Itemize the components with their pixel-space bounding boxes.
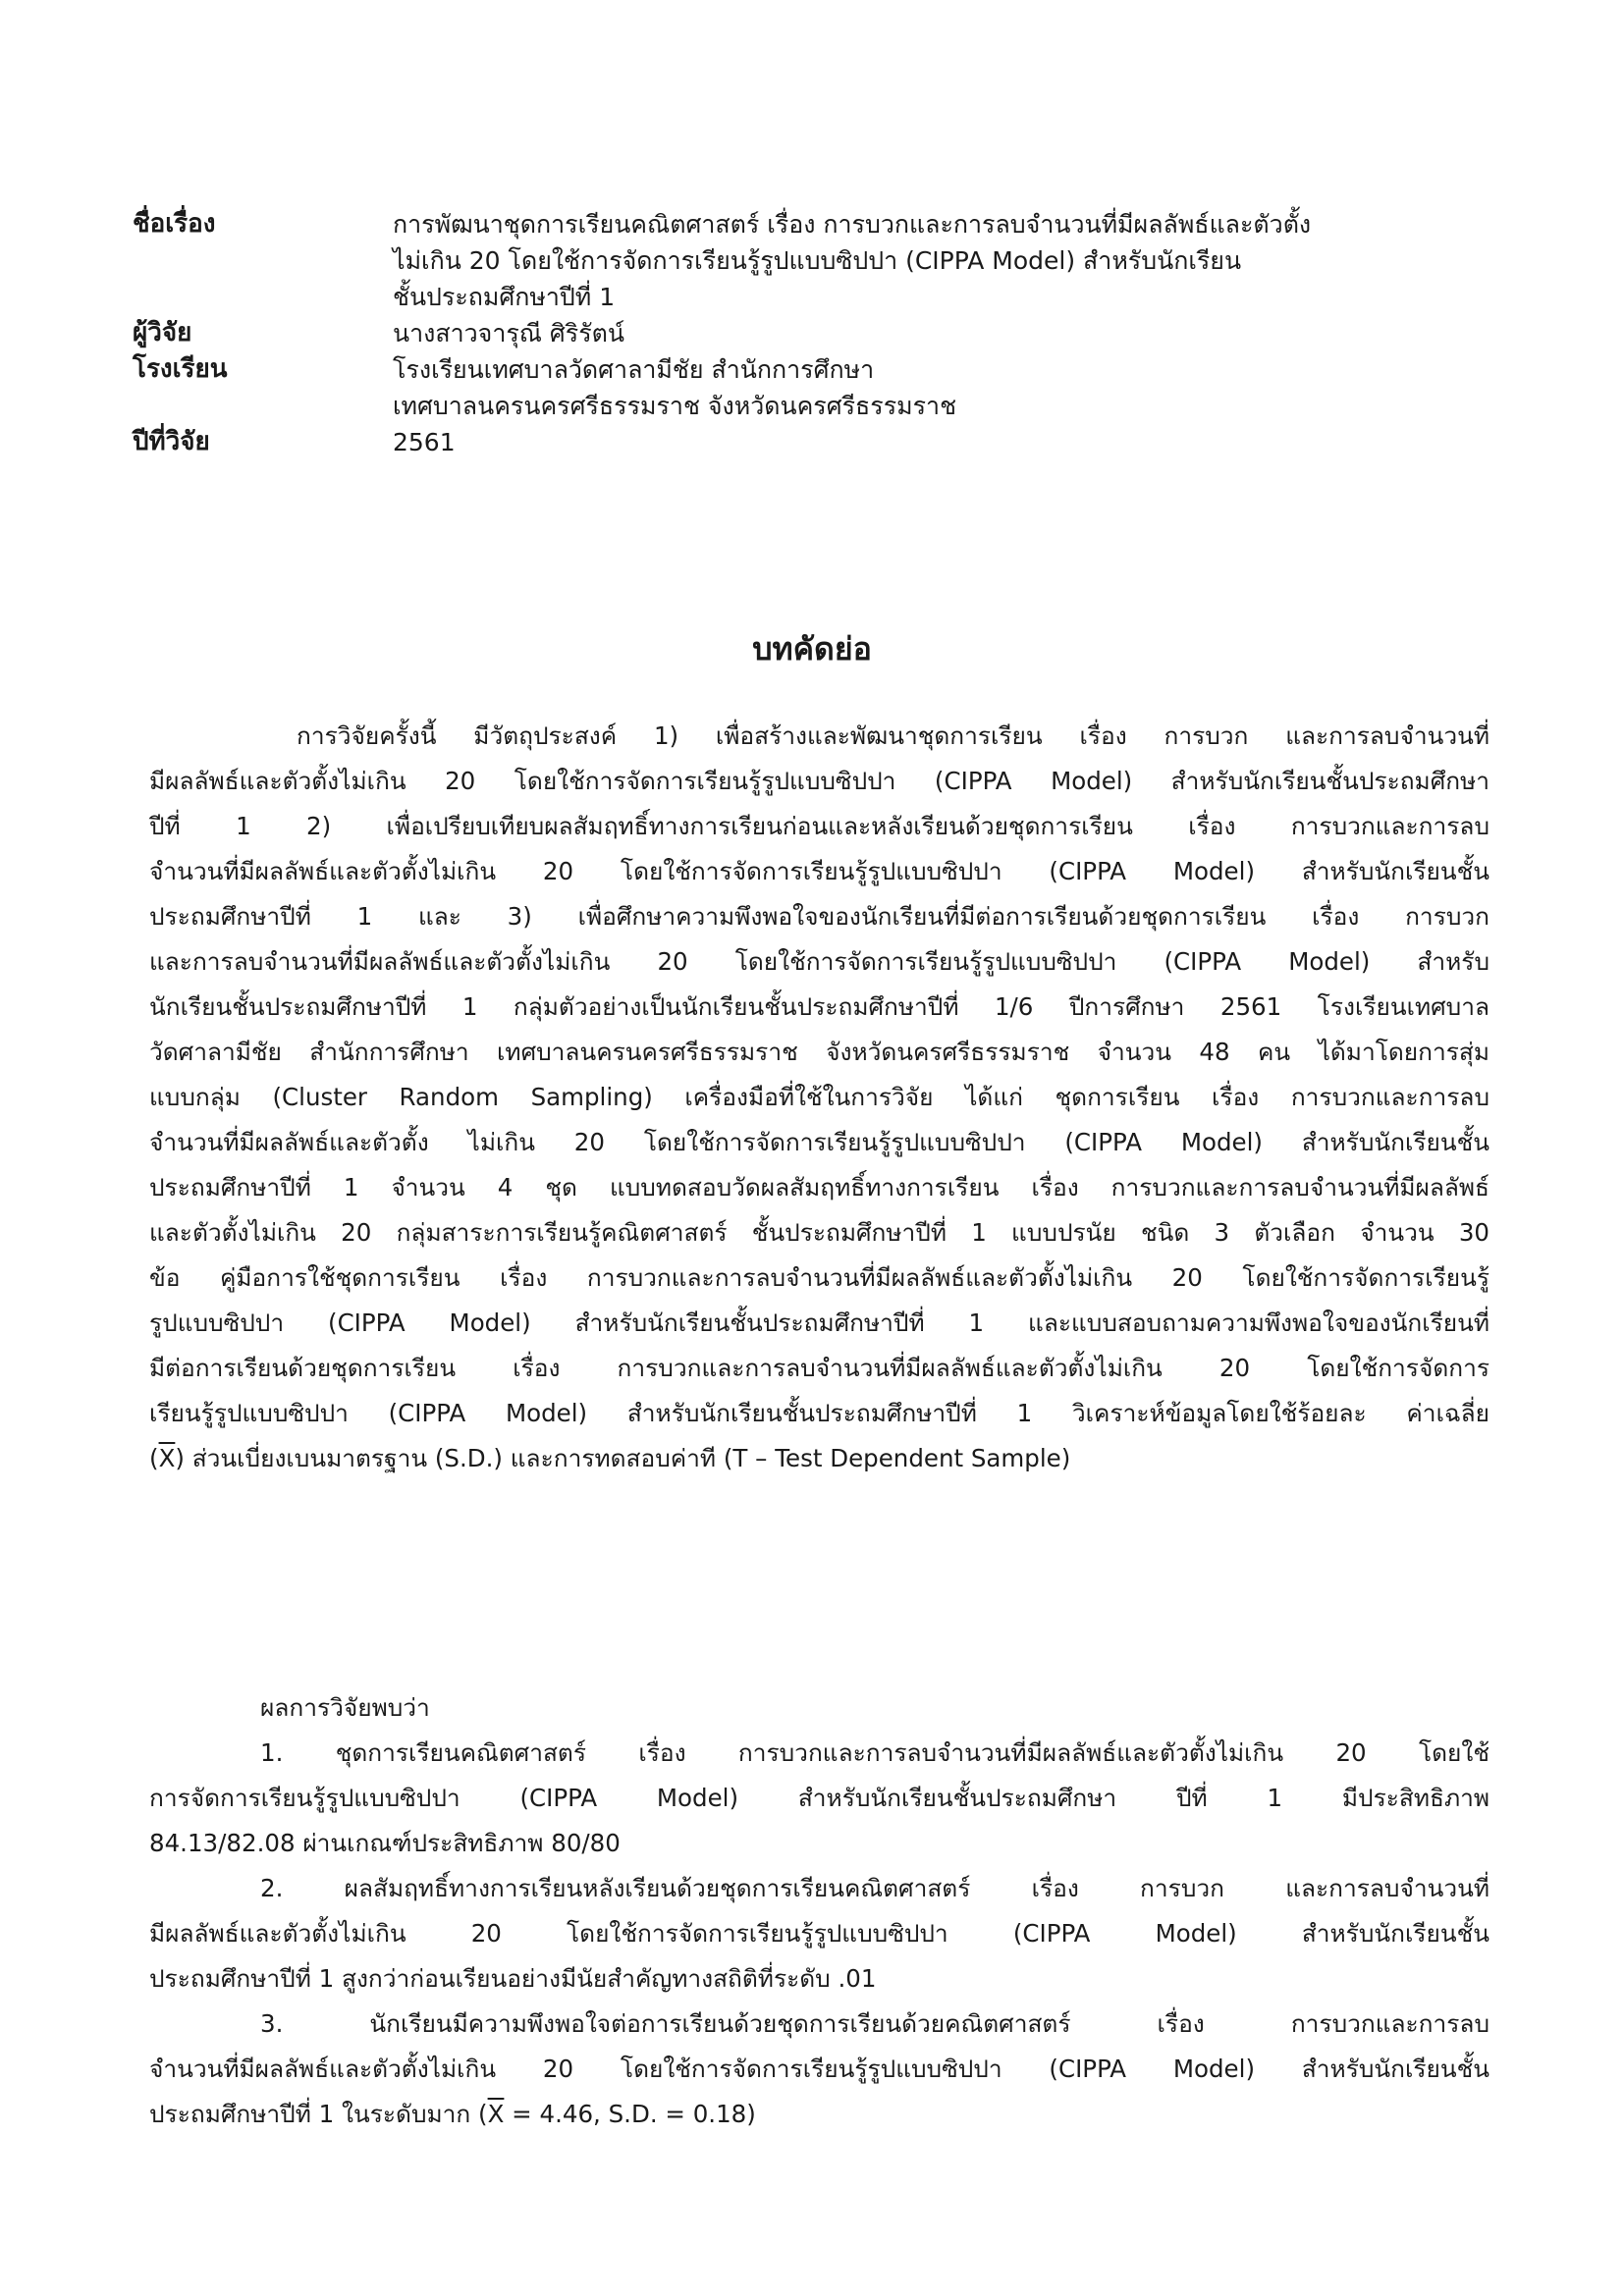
- abstract-line: เรียนรู้รูปแบบซิปปา (CIPPA Model) สำหรับนักเรียนชั้นประถมศึกษาปีที่ 1 วิเคราะห์ข้อมูลโดยใช้ร้อยละ ค่าเฉลี่ย: [149, 1399, 1489, 1427]
- result-line: ประถมศึกษาปีที่ 1 สูงกว่าก่อนเรียนอย่างมีนัยสำคัญทางสถิติที่ระดับ .01: [149, 1964, 877, 1993]
- mean-symbol: $\overline{X}$: [487, 2100, 505, 2128]
- abstract-line: นักเรียนชั้นประถมศึกษาปีที่ 1 กลุ่มตัวอย่างเป็นนักเรียนชั้นประถมศึกษาปีที่ 1/6 ปีการศึกษา 2561 โรงเรียนเทศบาล: [149, 992, 1489, 1021]
- result-line: มีผลลัพธ์และตัวตั้งไม่เกิน 20 โดยใช้การจัดการเรียนรู้รูปแบบซิปปา (CIPPA Model) สำหรับนักเรียนชั้น: [149, 1919, 1489, 1948]
- result-line: จำนวนที่มีผลลัพธ์และตัวตั้งไม่เกิน 20 โดยใช้การจัดการเรียนรู้รูปแบบซิปปา (CIPPA Model) สำหรับนักเรียนชั้น: [149, 2055, 1489, 2083]
- title-line: การพัฒนาชุดการเรียนคณิตศาสตร์ เรื่อง การบวกและการลบจำนวนที่มีผลลัพธ์และตัวตั้ง: [393, 210, 1312, 239]
- result-item: [149, 1731, 1489, 1866]
- abstract-heading: บทคัดย่อ: [752, 630, 872, 667]
- abstract-line: ข้อ คู่มือการใช้ชุดการเรียน เรื่อง การบวกและการลบจำนวนที่มีผลลัพธ์และตัวตั้งไม่เกิน 20 โดยใช้การจัดการเรียนรู้: [149, 1263, 1489, 1292]
- abstract-line: ประถมศึกษาปีที่ 1 และ 3) เพื่อศึกษาความพึงพอใจของนักเรียนที่มีต่อการเรียนด้วยชุดการเรียน เรื่อง การบวก: [149, 902, 1489, 931]
- result-line: 3. นักเรียนมีความพึงพอใจต่อการเรียนด้วยชุดการเรียนด้วยคณิตศาสตร์ เรื่อง การบวกและการลบ: [260, 2009, 1489, 2038]
- mean-symbol: $\overline{X}$: [158, 1444, 176, 1472]
- result-last-suffix: = 4.46, S.D. = 0.18): [504, 2100, 756, 2128]
- result-item: [149, 1866, 1489, 2002]
- results-heading: ผลการวิจัยพบว่า: [260, 1693, 430, 1722]
- school-label: โรงเรียน: [133, 354, 228, 384]
- abstract-line: และตัวตั้งไม่เกิน 20 กลุ่มสาระการเรียนรู้คณิตศาสตร์ ชั้นประถมศึกษาปีที่ 1 แบบปรนัย ชนิด 3 ตัวเลือก จำนวน 30: [149, 1218, 1489, 1247]
- abstract-paragraph: [149, 714, 1489, 1481]
- meta-title-row: [133, 206, 1488, 315]
- researcher-name: นางสาวจารุณี ศิริรัตน์: [393, 319, 624, 347]
- result-line: 84.13/82.08 ผ่านเกณฑ์ประสิทธิภาพ 80/80: [149, 1829, 621, 1857]
- school-value: [393, 351, 956, 424]
- result-last-prefix: ประถมศึกษาปีที่ 1 ในระดับมาก (: [149, 2100, 488, 2128]
- meta-block: [133, 206, 1488, 460]
- abstract-line: รูปแบบซิปปา (CIPPA Model) สำหรับนักเรียนชั้นประถมศึกษาปีที่ 1 และแบบสอบถามความพึงพอใจของนักเรียนที่: [149, 1308, 1489, 1337]
- abstract-line: จำนวนที่มีผลลัพธ์และตัวตั้งไม่เกิน 20 โดยใช้การจัดการเรียนรู้รูปแบบซิปปา (CIPPA Model) สำหรับนักเรียนชั้น: [149, 857, 1489, 885]
- result-last-line: [149, 2092, 1489, 2137]
- year-label: ปีที่วิจัย: [133, 427, 210, 456]
- abstract-last-text: ) ส่วนเบี่ยงเบนมาตรฐาน (S.D.) และการทดสอบค่าที (T – Test Dependent Sample): [175, 1444, 1071, 1472]
- year-value: [393, 424, 456, 460]
- abstract-line: และการลบจำนวนที่มีผลลัพธ์และตัวตั้งไม่เกิน 20 โดยใช้การจัดการเรียนรู้รูปแบบซิปปา (CIPPA Model) สำหรับ: [149, 947, 1489, 976]
- research-year: 2561: [393, 428, 456, 456]
- title-label: ชื่อเรื่อง: [133, 209, 216, 239]
- abstract-line: มีต่อการเรียนด้วยชุดการเรียน เรื่อง การบวกและการลบจำนวนที่มีผลลัพธ์และตัวตั้งไม่เกิน 20 โดยใช้การจัดการ: [149, 1354, 1489, 1382]
- meta-year-row: [133, 424, 1488, 460]
- title-line: ชั้นประถมศึกษาปีที่ 1: [393, 283, 616, 311]
- meta-school-row: [133, 351, 1488, 424]
- abstract-line: จำนวนที่มีผลลัพธ์และตัวตั้ง ไม่เกิน 20 โดยใช้การจัดการเรียนรู้รูปแบบซิปปา (CIPPA Model) สำหรับนักเรียนชั้น: [149, 1128, 1489, 1156]
- abstract-line: ประถมศึกษาปีที่ 1 จำนวน 4 ชุด แบบทดสอบวัดผลสัมฤทธิ์ทางการเรียน เรื่อง การบวกและการลบจำนวนที่มีผลลัพธ์: [149, 1173, 1489, 1201]
- result-item: [149, 2002, 1489, 2137]
- school-line: เทศบาลนครนครศรีธรรมราช จังหวัดนครศรีธรรมราช: [393, 392, 957, 420]
- abstract-line: วัดศาลามีชัย สำนักการศึกษา เทศบาลนครนครศรีธรรมราช จังหวัดนครศรีธรรมราช จำนวน 48 คน ได้มาโดยการสุ่ม: [149, 1038, 1489, 1066]
- title-value: [393, 206, 1311, 315]
- abstract-line: มีผลลัพธ์และตัวตั้งไม่เกิน 20 โดยใช้การจัดการเรียนรู้รูปแบบซิปปา (CIPPA Model) สำหรับนักเรียนชั้นประถมศึกษา: [149, 767, 1489, 795]
- meta-researcher-row: [133, 315, 1488, 351]
- result-line: 2. ผลสัมฤทธิ์ทางการเรียนหลังเรียนด้วยชุดการเรียนคณิตศาสตร์ เรื่อง การบวก และการลบจำนวนที่: [260, 1874, 1489, 1902]
- abstract-line: ปีที่ 1 2) เพื่อเปรียบเทียบผลสัมฤทธิ์ทางการเรียนก่อนและหลังเรียนด้วยชุดการเรียน เรื่อง การบวกและการลบ: [149, 812, 1489, 840]
- researcher-label: ผู้วิจัย: [133, 318, 192, 347]
- results-list: [149, 1731, 1489, 2137]
- researcher-value: [393, 315, 624, 351]
- result-line: 1. ชุดการเรียนคณิตศาสตร์ เรื่อง การบวกและการลบจำนวนที่มีผลลัพธ์และตัวตั้งไม่เกิน 20 โดยใช้: [260, 1738, 1489, 1767]
- abstract-line: แบบกลุ่ม (Cluster Random Sampling) เครื่องมือที่ใช้ในการวิจัย ได้แก่ ชุดการเรียน เรื่อง การบวกและการลบ: [149, 1083, 1489, 1111]
- abstract-line: การวิจัยครั้งนี้ มีวัตถุประสงค์ 1) เพื่อสร้างและพัฒนาชุดการเรียน เรื่อง การบวก และการลบจำนวนที่: [297, 721, 1489, 750]
- result-line: การจัดการเรียนรู้รูปแบบซิปปา (CIPPA Model) สำหรับนักเรียนชั้นประถมศึกษา ปีที่ 1 มีประสิทธิภาพ: [149, 1784, 1489, 1812]
- paren-open: (: [149, 1444, 159, 1472]
- school-line: โรงเรียนเทศบาลวัดศาลามีชัย สำนักการศึกษา: [393, 355, 875, 384]
- title-line: ไม่เกิน 20 โดยใช้การจัดการเรียนรู้รูปแบบซิปปา (CIPPA Model) สำหรับนักเรียน: [393, 246, 1242, 275]
- abstract-last-line: [149, 1436, 1489, 1481]
